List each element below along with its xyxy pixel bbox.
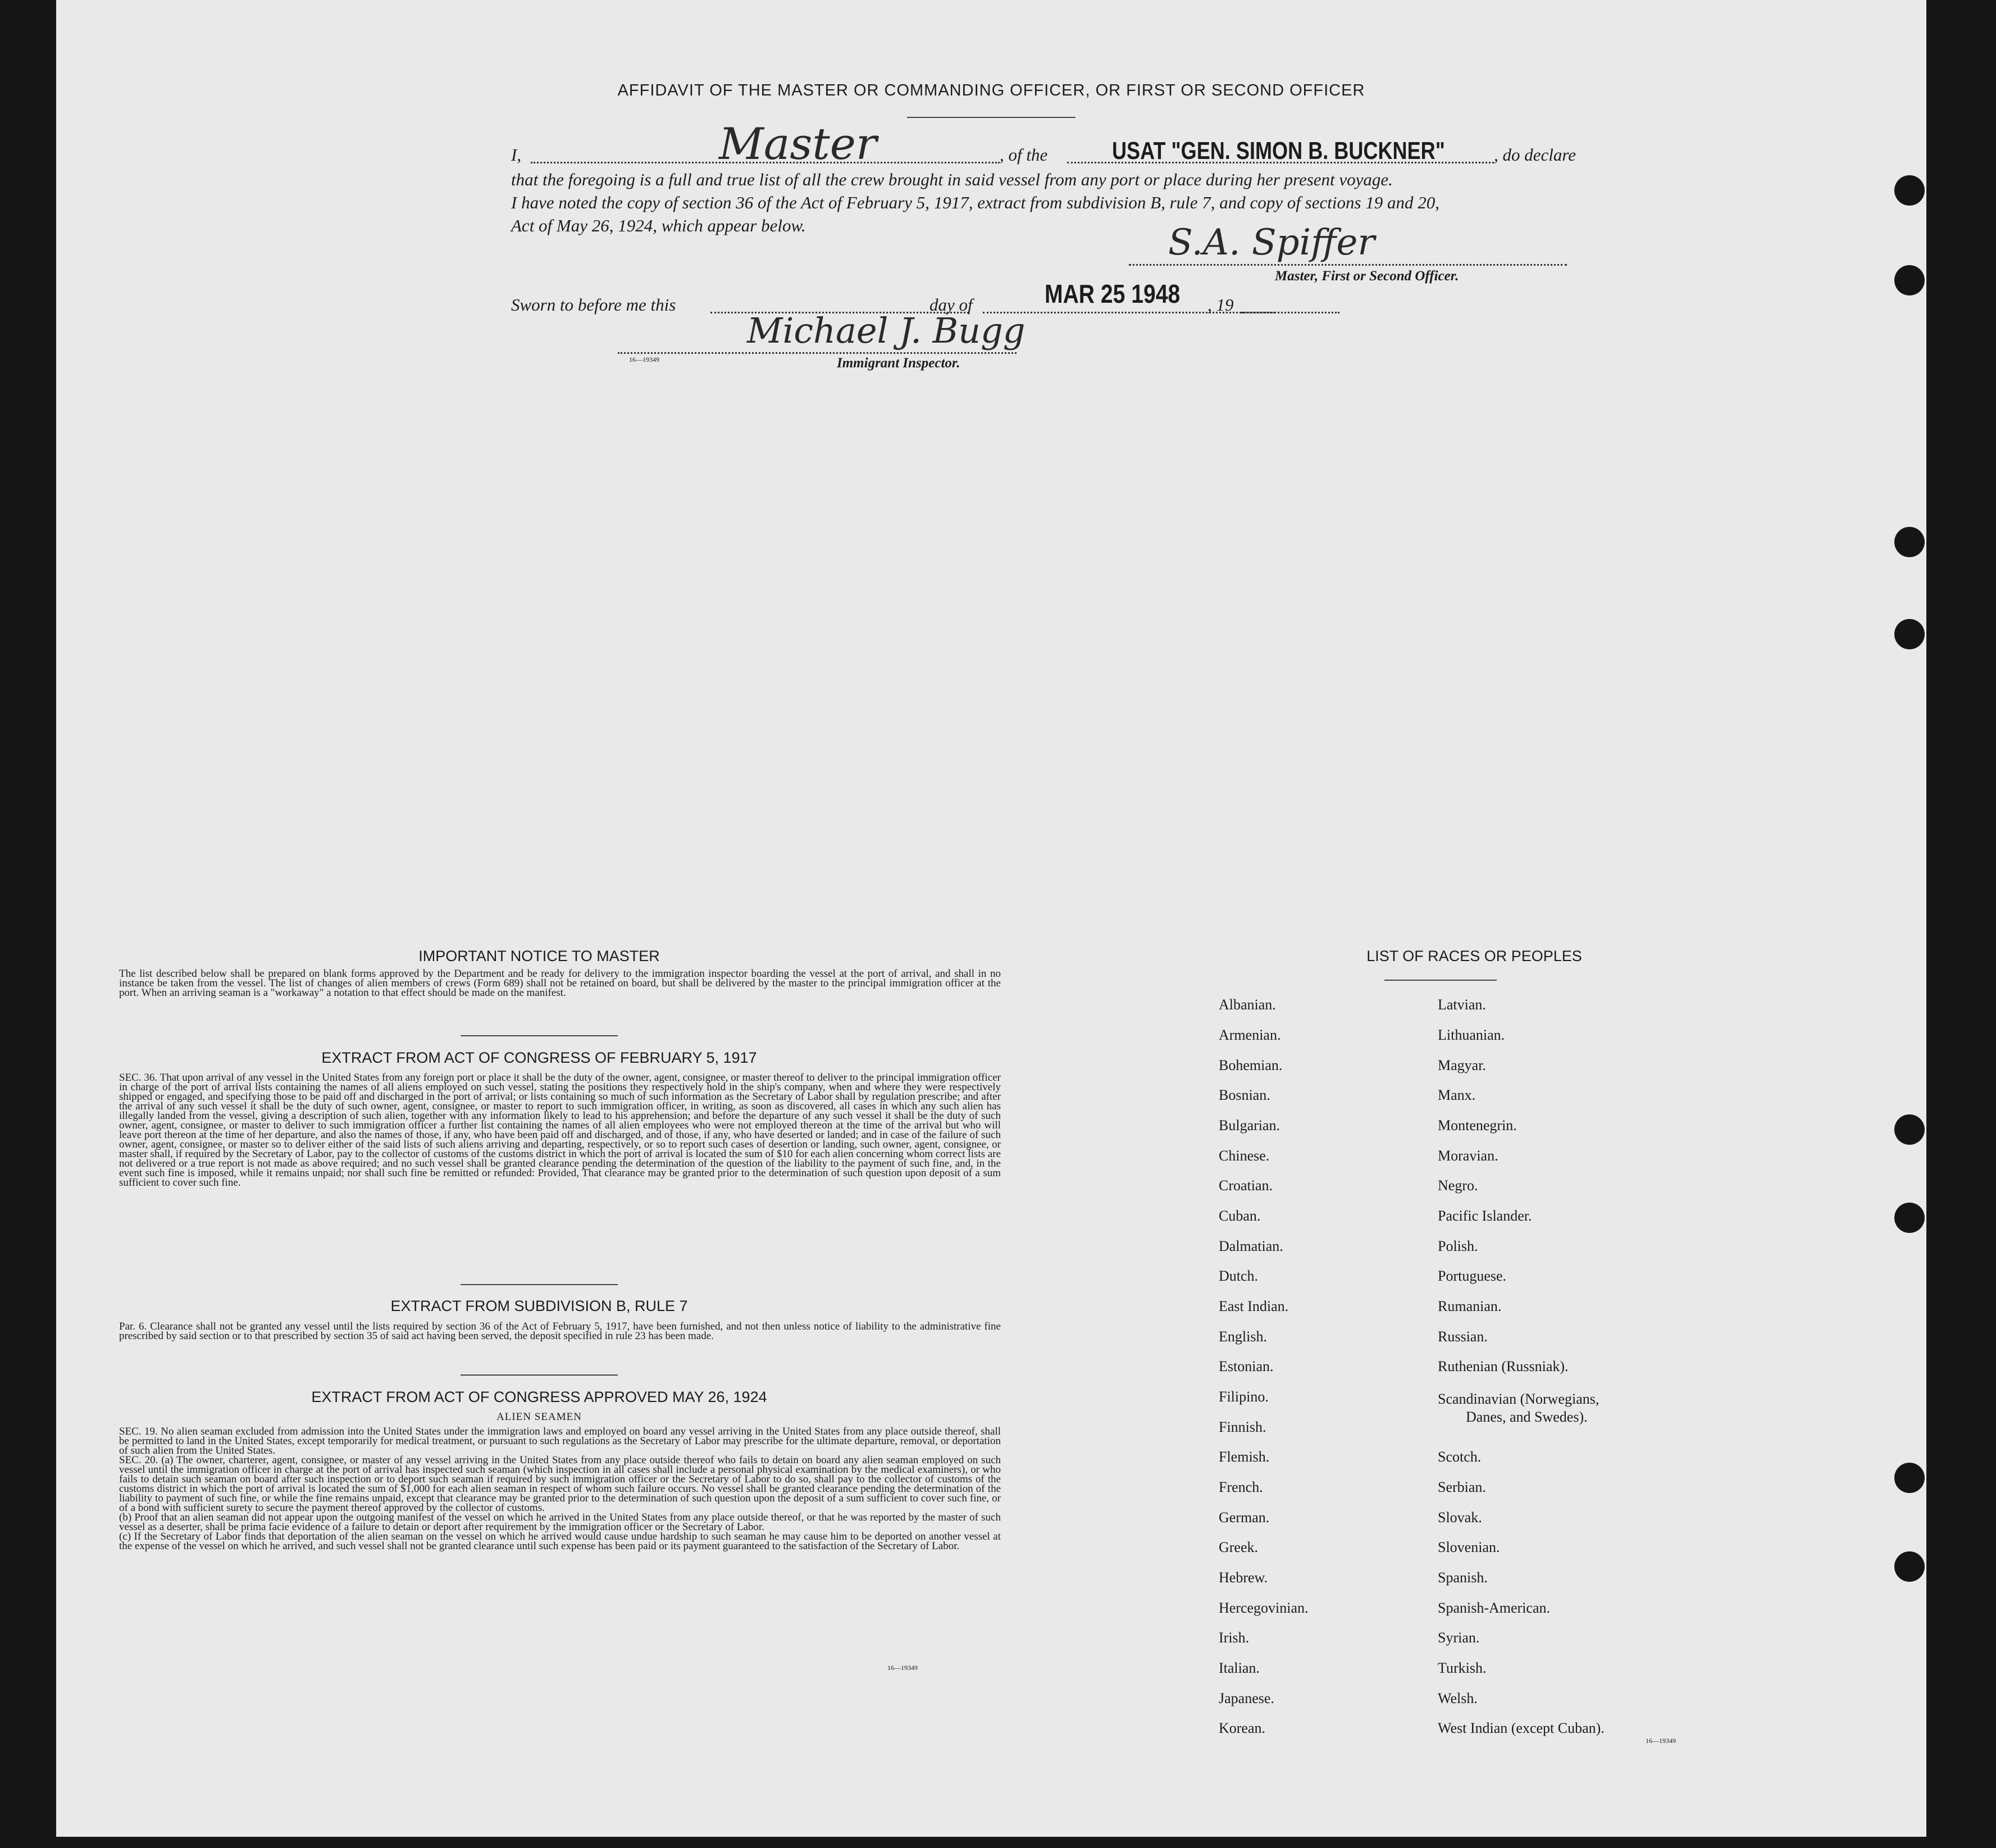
race-item: Irish. (1219, 1629, 1250, 1646)
race-item: Armenian. (1219, 1027, 1281, 1043)
race-item: Serbian. (1438, 1479, 1486, 1495)
inspector-signature: Michael J. Bugg (747, 310, 1026, 351)
race-item: Rumanian. (1438, 1298, 1502, 1314)
subdivision-b-text: Par. 6. Clearance shall not be granted any vessel until the lists required by section 36 of the Act of February 5, 1917, have been furnished, and not then unless notice of liability to the administrative fine prescribed by said section or to that prescribed by section 35 of said act having been served, the deposit specified in rule 23 has been made. (119, 1321, 1001, 1342)
race-item: Bosnian. (1219, 1087, 1270, 1103)
punch-hole (1894, 1463, 1925, 1493)
extract-1924-subtitle: ALIEN SEAMEN (496, 1411, 582, 1423)
date-stamp: MAR 25 1948 (1045, 279, 1181, 308)
subdivision-b-rule (461, 1374, 618, 1376)
sworn-text: Sworn to before me this (511, 295, 676, 315)
race-item: Spanish-American. (1438, 1600, 1551, 1616)
race-item: Chinese. (1219, 1148, 1270, 1164)
race-item: Hebrew. (1219, 1569, 1268, 1586)
extract-1917-rule (461, 1284, 618, 1285)
inspector-caption: Immigrant Inspector. (837, 356, 960, 371)
extract-1924-text (119, 1427, 1001, 1551)
races-rule (1384, 980, 1497, 981)
race-item: Filipino. (1219, 1389, 1269, 1405)
affidavit-line-2: that the foregoing is a full and true list of all the crew brought in said vessel from any port or place during her present voyage. (511, 170, 1393, 189)
master-handwriting: Master (719, 119, 877, 170)
punch-hole (1894, 619, 1925, 649)
races-form-number: 16—19349 (1646, 1737, 1676, 1745)
race-item: Estonian. (1219, 1358, 1274, 1374)
declare-text: , do declare (1494, 145, 1576, 165)
race-item: Polish. (1438, 1238, 1478, 1254)
race-item-continuation: Danes, and Swedes). (1466, 1409, 1588, 1425)
punch-hole (1894, 527, 1925, 557)
race-item: Scotch. (1438, 1449, 1482, 1465)
punch-hole (1894, 1203, 1925, 1233)
race-item: English. (1219, 1328, 1267, 1345)
race-item: Lithuanian. (1438, 1027, 1505, 1043)
race-item: Ruthenian (Russniak). (1438, 1358, 1569, 1374)
race-item: Scandinavian (Norwegians, (1438, 1391, 1599, 1407)
document-page (56, 0, 1926, 1837)
race-item: Croatian. (1219, 1177, 1273, 1194)
race-item: Dutch. (1219, 1268, 1259, 1284)
title-rule (907, 117, 1076, 118)
race-item: Montenegrin. (1438, 1117, 1517, 1134)
inspector-line (618, 352, 1017, 354)
extract-form-number: 16—19349 (887, 1664, 918, 1672)
race-item: Pacific Islander. (1438, 1208, 1532, 1224)
race-item: Cuban. (1219, 1208, 1261, 1224)
affidavit-line-4: Act of May 26, 1924, which appear below. (511, 216, 806, 235)
race-item: Japanese. (1219, 1690, 1274, 1706)
race-item: Turkish. (1438, 1660, 1487, 1676)
race-item: Slovenian. (1438, 1539, 1500, 1555)
notice-title: IMPORTANT NOTICE TO MASTER (418, 948, 660, 964)
race-item: Bulgarian. (1219, 1117, 1280, 1134)
race-item: Finnish. (1219, 1419, 1266, 1435)
affidavit-line-3: I have noted the copy of section 36 of the Act of February 5, 1917, extract from subdivision B, rule 7, and copy of sections 19 and 20, (511, 193, 1440, 212)
of-the-text: , of the (1000, 145, 1048, 165)
race-item: Italian. (1219, 1660, 1260, 1676)
extract-1917-title: EXTRACT FROM ACT OF CONGRESS OF FEBRUARY 5, 1917 (321, 1049, 757, 1066)
signature-caption: Master, First or Second Officer. (1275, 268, 1459, 284)
affidavit-form-number: 16—19349 (629, 356, 659, 363)
race-item: Latvian. (1438, 996, 1486, 1013)
punch-hole (1894, 265, 1925, 295)
sec-20a-paragraph: SEC. 20. (a) The owner, charterer, agent, consignee, or master of any vessel arriving in the United States from any place outside thereof who fails to detain on board any alien seaman employed on such vessel until the immigration officer in charge at the port of arrival has inspected such seaman (which inspection in all cases shall include a personal physical examination by the medical examiners), or who fails to detain such seaman on board after such inspection or to deport such seaman if required by such immigration officer or the Secretary of Labor to do so, shall pay to the collector of customs of the customs district in which the port of arrival is located the sum of $1,000 for each alien seaman in respect of whom such failure occurs. No vessel shall be granted clearance pending the determination of the liability to payment of such fine, or while the fine remains unpaid, except that clearance may be granted prior to the determination of such question upon the deposit of a sum sufficient to cover such fine, or of a bond with sufficient surety to secure the payment thereof approved by the collector of customs. (119, 1454, 1001, 1514)
race-item: Greek. (1219, 1539, 1259, 1555)
race-item: Syrian. (1438, 1629, 1480, 1646)
race-item: Manx. (1438, 1087, 1476, 1103)
punch-hole (1894, 1551, 1925, 1582)
sec-19-paragraph: SEC. 19. No alien seaman excluded from admission into the United States under the immigration laws and employed on board any vessel arriving in the United States from any place outside thereof, shall be permitted to land in the United States, except temporarily for medical treatment, or pursuant to such regulations as the Secretary of Labor may prescribe for the ultimate departure, removal, or deportation of such alien from the United States. (119, 1426, 1001, 1456)
race-item: West Indian (except Cuban). (1438, 1720, 1605, 1736)
races-title: LIST OF RACES OR PEOPLES (1366, 948, 1582, 964)
affidavit-title: AFFIDAVIT OF THE MASTER OR COMMANDING OFFICER, OR FIRST OR SECOND OFFICER (617, 81, 1365, 99)
race-item: Albanian. (1219, 996, 1276, 1013)
race-item: Hercegovinian. (1219, 1600, 1309, 1616)
vessel-name-stamp: USAT "GEN. SIMON B. BUCKNER" (1112, 137, 1445, 165)
race-item: East Indian. (1219, 1298, 1289, 1314)
race-item: Negro. (1438, 1177, 1478, 1194)
race-item: German. (1219, 1509, 1270, 1526)
extract-1917-text: SEC. 36. That upon arrival of any vessel in the United States from any foreign port or place it shall be the duty of the owner, agent, consignee, or master thereof to deliver to the principal immigration officer in charge of the port of arrival lists containing the names of all aliens employed on such vessel, stating the positions they respectively hold in the ship's company, when and where they were respectively shipped or engaged, and specifying those to be paid off and discharged in the port of arrival; or lists containing so much of such information as the Secretary of Labor shall by regulation prescribe; and after the arrival of any such vessel it shall be the duty of such owner, agent, consignee, or master to report to such immigration officer, in writing, as soon as discovered, all cases in which any such alien has illegally landed from the vessel, giving a description of such alien, together with any information likely to lead to his apprehension; and before the departure of any such vessel it shall be the duty of such owner, agent, consignee, or master to deliver to such immigration officer a further list containing the names of all alien employees who were not employed thereon at the time of the arrival but who will leave port thereon at the time of her departure, and also the names of those, if any, who have been paid off and discharged, and of those, if any, who have deserted or landed; and in case of the failure of such owner, agent, consignee, or master so to deliver either of the said lists of such aliens arriving and departing, respectively, or so to report such cases of desertion or landing, such owner, agent, consignee, or master shall, if required by the Secretary of Labor, pay to the collector of customs of the customs district in which the port of arrival is located the sum of $10 for each alien concerning whom correct lists are not delivered or a true report is not made as above required; and no such vessel shall be granted clearance pending the determination of the question of the liability to the payment of such fine, and, in the event such fine is imposed, while it remains unpaid; nor shall such fine be remitted or refunded: Provided, That clearance may be granted prior to the determination of such question upon deposit of a sum sufficient to cover such fine. (119, 1072, 1001, 1189)
race-item: Portuguese. (1438, 1268, 1507, 1284)
sec-20b-paragraph: (b) Proof that an alien seaman did not appear upon the outgoing manifest of the vessel on which he arrived in the United States from any place outside thereof, or that he was reported by the master of such vessel as a deserter, shall be prima facie evidence of a failure to detain or deport after requirement by the immigration officer or the Secretary of Labor. (119, 1512, 1001, 1533)
race-item: Korean. (1219, 1720, 1266, 1736)
race-item: Welsh. (1438, 1690, 1478, 1706)
punch-hole (1894, 1114, 1925, 1145)
race-item: Flemish. (1219, 1449, 1270, 1465)
signature-line (1129, 264, 1567, 266)
race-item: Spanish. (1438, 1569, 1488, 1586)
race-item: Dalmatian. (1219, 1238, 1283, 1254)
race-item: Russian. (1438, 1328, 1488, 1345)
race-item: Slovak. (1438, 1509, 1482, 1526)
subdivision-b-title: EXTRACT FROM SUBDIVISION B, RULE 7 (390, 1298, 688, 1314)
punch-hole (1894, 175, 1925, 206)
sec-20c-paragraph: (c) If the Secretary of Labor finds that deportation of the alien seaman on the vessel on which he arrived would cause undue hardship to such seaman he may cause him to be deported on another vessel at the expense of the vessel on which he arrived, and such vessel shall not be granted clearance until such expense has been paid or its payment guaranteed to the satisfaction of the Secretary of Labor. (119, 1531, 1001, 1552)
day-of-text: day of (929, 295, 973, 315)
affidavit-prefix: I, (511, 145, 522, 165)
year-text: , 19 (1207, 295, 1234, 315)
race-item: Moravian. (1438, 1148, 1498, 1164)
notice-text: The list described below shall be prepared on blank forms approved by the Department and be ready for delivery to the immigration inspector boarding the vessel at the port of arrival, and shall in no instance be taken from the vessel. The list of changes of alien members of crews (Form 689) shall not be retained on board, but shall be delivered by the master to the principal immigration officer at the port. When an arriving seaman is a "workaway" a notation to that effect should be made on the manifest. (119, 968, 1001, 999)
year-line (1241, 312, 1339, 313)
race-item: Magyar. (1438, 1057, 1486, 1073)
race-item: Bohemian. (1219, 1057, 1283, 1073)
extract-1924-title: EXTRACT FROM ACT OF CONGRESS APPROVED MAY 26, 1924 (311, 1389, 767, 1405)
officer-signature: S.A. Spiffer (1168, 222, 1375, 263)
notice-rule (461, 1035, 618, 1036)
race-item: French. (1219, 1479, 1263, 1495)
